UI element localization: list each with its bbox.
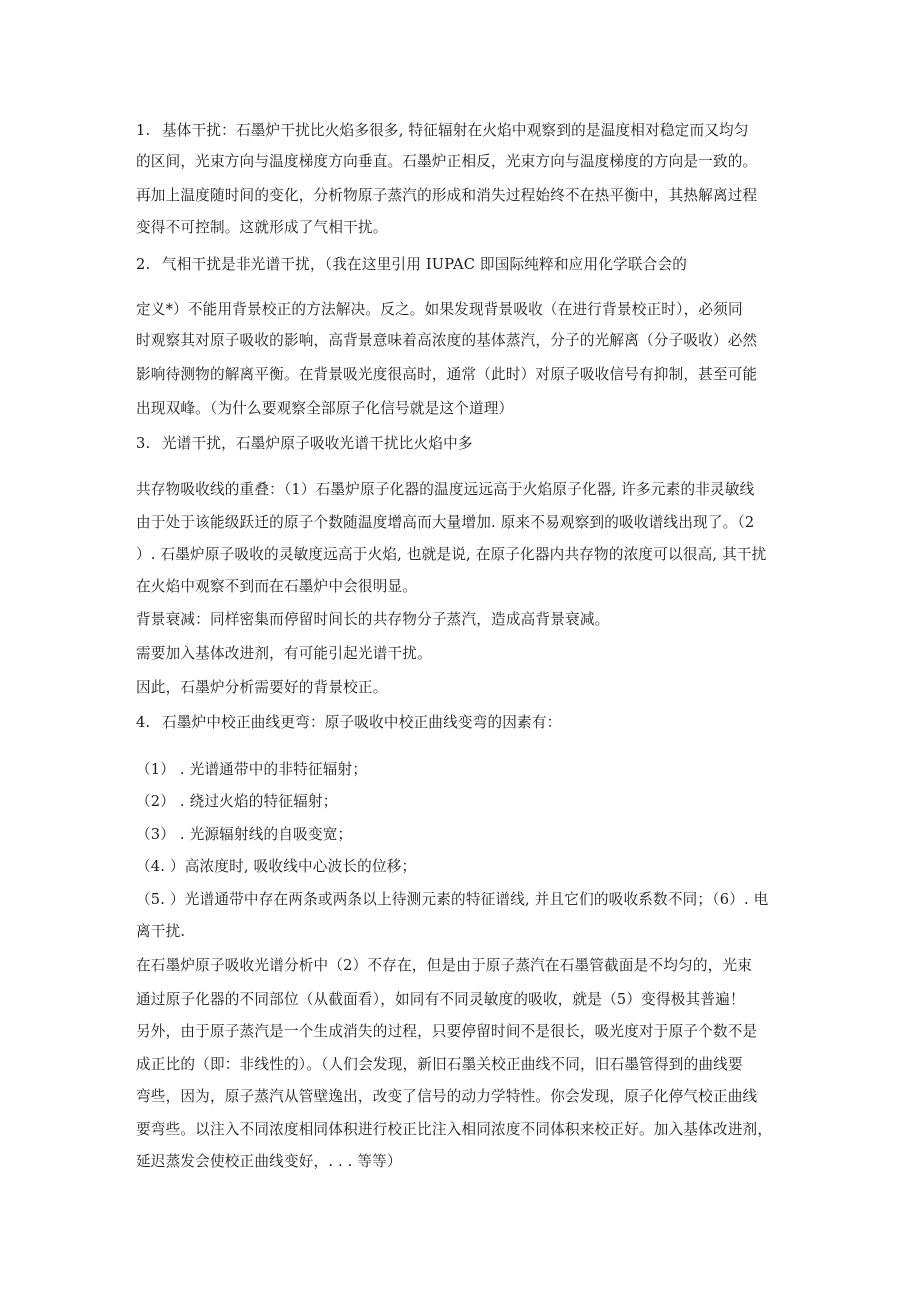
section3-line-2: 共存物吸收线的重叠：（1）石墨炉原子化器的温度远远高于火焰原子化器, 许多元素的非灵敏线 bbox=[136, 481, 755, 498]
section4-para-line-5: 弯些，因为，原子蒸汽从管壁逸出，改变了信号的动力学特性。你会发现，原子化停气校正曲线 bbox=[136, 1088, 758, 1105]
section4-para-line-6: 要弯些。以注入不同浓度相同体积进行校正比注入相同浓度不同体积来校正好。加入基体改进剂， bbox=[136, 1121, 773, 1138]
section3-line-5: 在火焰中观察不到而在石墨炉中会很明显。 bbox=[136, 578, 418, 595]
section4-list-item-5-cont: 离干扰. bbox=[136, 923, 186, 940]
section4-para-line-7: 延迟蒸发会使校正曲线变好，. . . 等等） bbox=[136, 1153, 402, 1170]
section4-para-line-3: 另外，由于原子蒸汽是一个生成消失的过程，只要停留时间不是很长，吸光度对于原子个数不是 bbox=[136, 1023, 758, 1040]
section4-list-item-5: （5. ）光谱通带中存在两条或两条以上待测元素的特征谱线, 并且它们的吸收系数不同；（6）. 电 bbox=[136, 891, 769, 908]
section4-list-item-4: （4. ）高浓度时, 吸收线中心波长的位移； bbox=[136, 858, 417, 875]
section2-line-1: 2. 气相干扰是非光谱干扰，（我在这里引用 IUPAC 即国际纯粹和应用化学联合会的 bbox=[136, 256, 688, 273]
section4-para-line-1: 在石墨炉原子吸收光谱分析中（2）不存在，但是由于原子蒸汽在石墨管截面是不均匀的，光束 bbox=[136, 957, 753, 974]
section1-line-4: 变得不可控制。这就形成了气相干扰。 bbox=[136, 219, 388, 236]
section3-line-4: ）. 石墨炉原子吸收的灵敏度远高于火焰, 也就是说, 在原子化器内共存物的浓度可以很高, 其干扰 bbox=[136, 546, 767, 563]
section4-list-item-1: （1） . 光谱通带中的非特征辐射； bbox=[136, 761, 368, 778]
section2-line-4: 影响待测物的解离平衡。在背景吸光度很高时，通常（此时）对原子吸收信号有抑制，甚至可能 bbox=[136, 366, 758, 383]
section3-line-6: 背景衰减：同样密集而停留时间长的共存物分子蒸汽，造成高背景衰减。 bbox=[136, 611, 610, 628]
section3-line-1: 3. 光谱干扰，石墨炉原子吸收光谱干扰比火焰中多 bbox=[136, 435, 473, 452]
section1-line-1: 1. 基体干扰：石墨炉干扰比火焰多很多, 特征辐射在火焰中观察到的是温度相对稳定而又均匀 bbox=[136, 122, 749, 139]
section3-line-8: 因此，石墨炉分析需要好的背景校正。 bbox=[136, 679, 388, 696]
section2-line-3: 时观察其对原子吸收的影响，高背景意味着高浓度的基体蒸汽，分子的光解离（分子吸收）必然 bbox=[136, 332, 758, 349]
section4-list-item-2: （2） . 绕过火焰的特征辐射； bbox=[136, 793, 338, 810]
section3-number: 3. bbox=[136, 435, 151, 452]
section1-line-3: 再加上温度随时间的变化，分析物原子蒸汽的形成和消失过程始终不在热平衡中，其热解离过程 bbox=[136, 187, 758, 204]
section4-line-1: 4. 石墨炉中校正曲线更弯：原子吸收中校正曲线变弯的因素有： bbox=[136, 714, 562, 731]
section2-number: 2. bbox=[136, 256, 151, 273]
section3-line-7: 需要加入基体改进剂，有可能引起光谱干扰。 bbox=[136, 645, 432, 662]
section3-line-3: 由于处于该能级跃迁的原子个数随温度增高而大量增加. 原来不易观察到的吸收谱线出现了。（2 bbox=[136, 514, 755, 531]
section4-para-line-4: 成正比的（即：非线性的）。（人们会发现，新旧石墨关校正曲线不同，旧石墨管得到的曲线要 bbox=[136, 1056, 743, 1073]
section1-line-2: 的区间，光束方向与温度梯度方向垂直。石墨炉正相反，光束方向与温度梯度的方向是一致的。 bbox=[136, 153, 758, 170]
section2-line-2: 定义*）不能用背景校正的方法解决。反之。如果发现背景吸收（在进行背景校正时），必须同 bbox=[136, 301, 743, 318]
section4-para-line-2: 通过原子化器的不同部位（从截面看），如同有不同灵敏度的吸收，就是（5）变得极其普遍！ bbox=[136, 991, 745, 1008]
section4-number: 4. bbox=[136, 714, 151, 731]
section1-number: 1. bbox=[136, 122, 151, 139]
section4-list-item-3: （3） . 光源辐射线的自吸变宽； bbox=[136, 826, 353, 843]
section2-line-5: 出现双峰。（为什么要观察全部原子化信号就是这个道理） bbox=[136, 400, 514, 417]
